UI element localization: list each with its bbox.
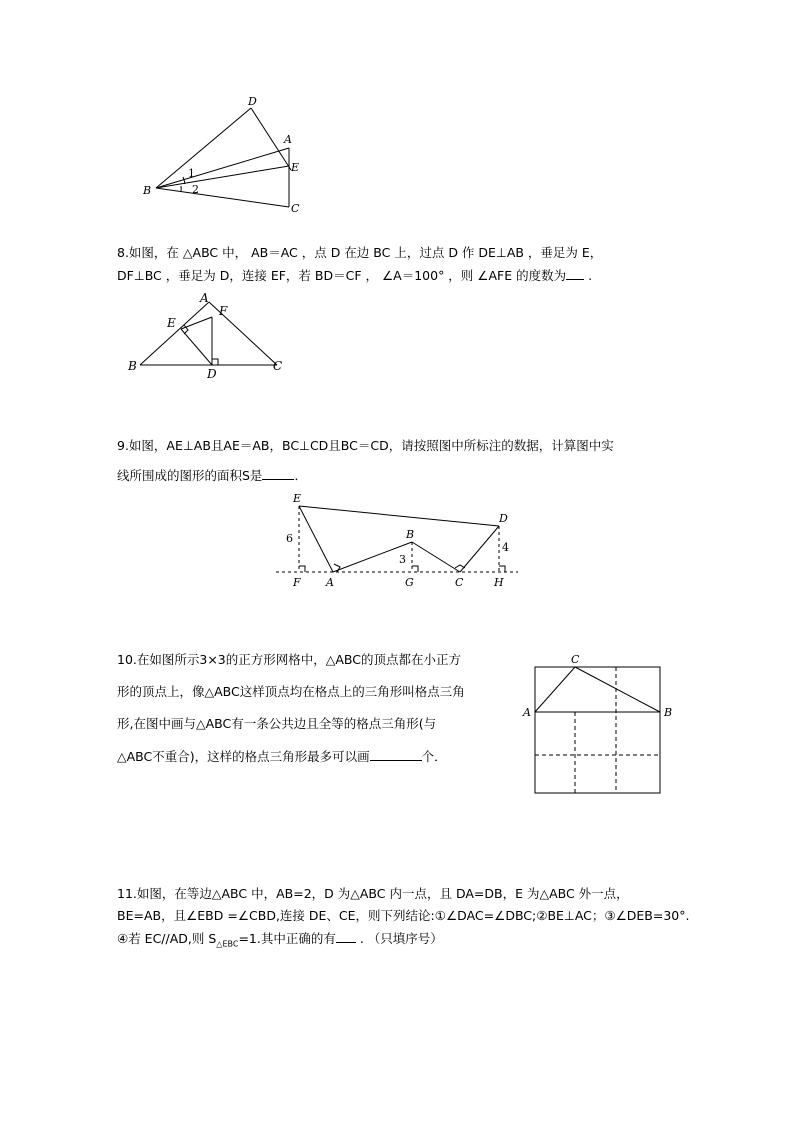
q10-line3: 形,在图中画与△ABC有一条公共边且全等的格点三角形(与 <box>117 716 437 731</box>
label-D: D <box>207 367 217 380</box>
q11-answer-blank[interactable] <box>336 930 356 943</box>
q11-subscript: △EBC <box>216 939 239 949</box>
q9-line2-text: 线所围成的图形的面积S是 <box>117 468 263 483</box>
q9-answer-blank[interactable] <box>262 467 294 480</box>
label-F: F <box>293 576 301 589</box>
q10-line4 <box>117 748 447 765</box>
label-B: B <box>143 184 152 197</box>
label-C: C <box>291 202 300 215</box>
q10-line4-text: △ABC不重合)，这样的格点三角形最多可以画 <box>117 749 370 764</box>
q9-line1: 9.如图，AE⊥AB且AE＝AB，BC⊥CD且BC＝CD，请按照图中所标注的数据，计算图中实 <box>117 438 614 453</box>
q9-line2-end: ． <box>294 468 307 483</box>
q11-line3 <box>117 930 443 953</box>
label-D: D <box>248 95 257 108</box>
label-E: E <box>167 316 176 330</box>
q10-line1: 10.在如图所示3×3的正方形网格中，△ABC的顶点都在小正方 <box>117 652 462 667</box>
label-H: H <box>494 576 504 589</box>
angle-1: 1 <box>188 167 195 180</box>
label-D: D <box>499 512 508 525</box>
q11-line3-end: . （只填序号） <box>355 931 443 946</box>
label-A: A <box>284 133 292 146</box>
label-C: C <box>571 653 580 666</box>
label-B: B <box>128 359 137 373</box>
label-A: A <box>326 576 334 589</box>
q8-line2 <box>117 267 592 284</box>
label-B: B <box>406 528 415 541</box>
q11-line3-text: ④若 EC//AD,则 S <box>117 931 217 946</box>
label-A: A <box>200 291 209 305</box>
q8-answer-blank[interactable] <box>566 267 584 280</box>
label-G: G <box>405 576 414 589</box>
q10-line4-end: 个． <box>421 749 447 764</box>
q11-line3-mid: =1.其中正确的有 <box>238 931 336 946</box>
length-4: 4 <box>502 541 509 554</box>
label-E: E <box>291 161 300 174</box>
length-3: 3 <box>399 553 406 566</box>
label-E: E <box>293 492 302 505</box>
label-B: B <box>664 706 673 719</box>
label-A: A <box>523 706 531 719</box>
label-C: C <box>455 576 464 589</box>
q8-line1: 8.如图，在 △ABC 中， AB＝AC ，点 D 在边 BC 上，过点 D 作 DE⊥AB ，垂足为 E， <box>117 245 603 260</box>
figure-q10 <box>518 650 678 798</box>
figure-q8 <box>122 290 292 380</box>
angle-2: 2 <box>192 183 199 196</box>
figure-q9 <box>270 488 530 593</box>
q10-line2: 形的顶点上，像△ABC这样顶点均在格点上的三角形叫格点三角 <box>117 684 465 699</box>
label-F: F <box>219 304 228 318</box>
figure-q7 <box>130 95 320 220</box>
q9-line2 <box>117 467 307 484</box>
length-6: 6 <box>286 532 293 545</box>
q8-line2-text: DF⊥BC ，垂足为 D，连接 EF，若 BD＝CF ， ∠A＝100° ，则 ∠AFE 的度数为 <box>117 268 567 283</box>
q11-line1: 11.如图，在等边△ABC 中，AB=2，D 为△ABC 内一点，且 DA=DB，E 为△ABC 外一点， <box>117 886 629 901</box>
label-C: C <box>273 359 283 373</box>
q8-line2-end: . <box>584 268 593 283</box>
q11-line2: BE=AB，且∠EBD =∠CBD,连接 DE、CE，则下列结论:①∠DAC=∠DBC;②BE⊥AC；③∠DEB=30°. <box>117 908 690 923</box>
q10-answer-blank[interactable] <box>370 748 422 761</box>
